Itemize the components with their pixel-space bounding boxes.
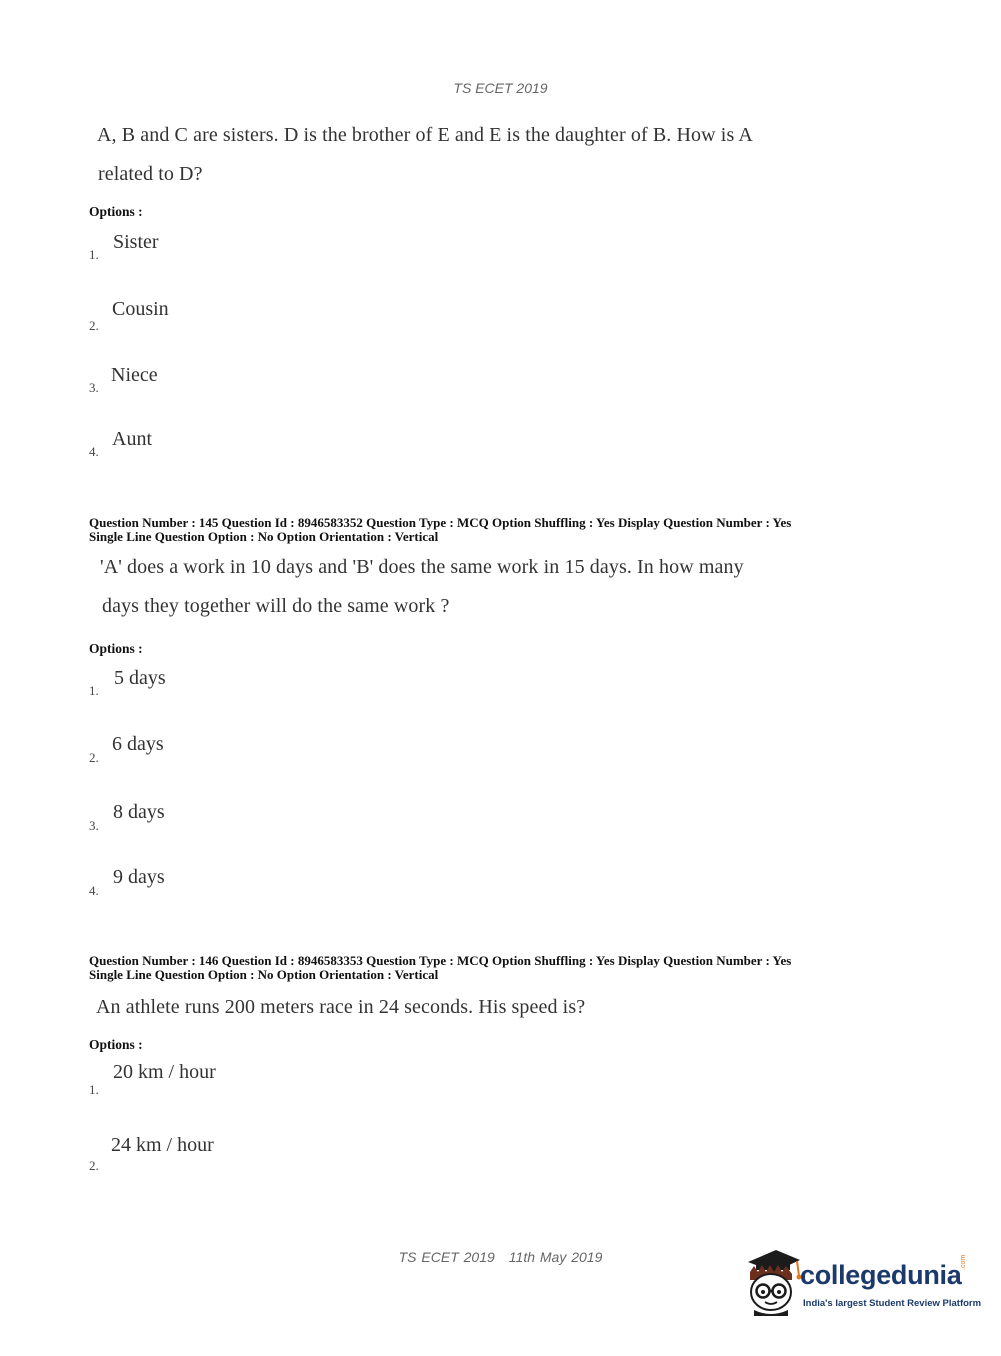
question-text-line-1: 'A' does a work in 10 days and 'B' does the same work in 15 days. In how many (100, 556, 744, 578)
logo-wordmark: collegedunia (800, 1260, 962, 1290)
footer-exam-name: TS ECET 2019 (398, 1249, 495, 1265)
option-text: Aunt (112, 428, 152, 450)
option-number: 1. (89, 1082, 99, 1097)
option-text: 5 days (114, 667, 166, 689)
option-text: 8 days (113, 801, 165, 823)
options-label: Options : (89, 641, 143, 656)
footer-exam-date: 11th May 2019 (508, 1249, 603, 1265)
question-text-line-1: A, B and C are sisters. D is the brother of E and E is the daughter of B. How is A (97, 124, 753, 146)
option-text: Sister (113, 231, 159, 253)
options-label: Options : (89, 204, 143, 219)
student-mascot-icon (742, 1248, 804, 1318)
option-text: 24 km / hour (111, 1134, 214, 1156)
options-label: Options : (89, 1037, 143, 1052)
option-number: 3. (89, 380, 99, 395)
logo-tagline: India's largest Student Review Platform (803, 1298, 982, 1309)
question-meta-line-1: Question Number : 145 Question Id : 8946583352 Question Type : MCQ Option Shuffling : Yes Display Question Number : Yes (89, 515, 792, 530)
option-text: 9 days (113, 866, 165, 888)
option-text: 20 km / hour (113, 1061, 216, 1083)
option-number: 1. (89, 247, 99, 262)
question-text-line-2: days they together will do the same work ? (102, 595, 450, 617)
option-number: 1. (89, 683, 99, 698)
option-number: 2. (89, 318, 99, 333)
option-number: 3. (89, 818, 99, 833)
question-text-line-1: An athlete runs 200 meters race in 24 seconds. His speed is? (96, 996, 586, 1018)
question-meta-line-2: Single Line Question Option : No Option Orientation : Vertical (89, 967, 439, 982)
option-number: 2. (89, 1158, 99, 1173)
question-meta-line-1: Question Number : 146 Question Id : 8946583353 Question Type : MCQ Option Shuffling : Yes Display Question Number : Yes (89, 953, 792, 968)
option-text: Niece (111, 364, 158, 386)
collegedunia-logo (742, 1248, 982, 1320)
option-number: 4. (89, 883, 99, 898)
option-text: 6 days (112, 733, 164, 755)
question-meta-line-2: Single Line Question Option : No Option Orientation : Vertical (89, 529, 439, 544)
option-number: 4. (89, 444, 99, 459)
question-text-line-2: related to D? (98, 163, 203, 185)
option-number: 2. (89, 750, 99, 765)
page-header-title: TS ECET 2019 (453, 80, 548, 96)
logo-domain-suffix: .com (960, 1254, 967, 1270)
option-text: Cousin (112, 298, 169, 320)
